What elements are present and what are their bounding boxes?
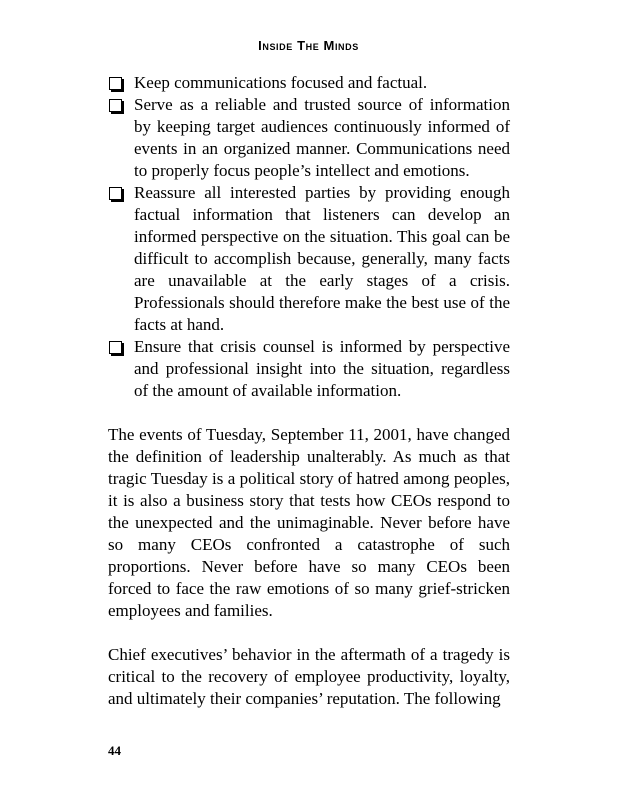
page-body (108, 72, 510, 710)
bullet-text: Keep communications focused and factual. (134, 73, 428, 92)
list-item (108, 182, 510, 336)
running-header: Inside The Minds (258, 38, 359, 53)
bullet-text: Reassure all interested parties by providing enough factual information that listeners can develop an informed perspective on the situation. This goal can be difficult to accomplish because, generally, many facts are unavailable at the early stages of a crisis. Professionals should therefore make the best use of the facts at hand. (134, 183, 510, 334)
page-number: 44 (108, 743, 121, 758)
bullet-list (108, 72, 510, 402)
list-item (108, 94, 510, 182)
bullet-text: Ensure that crisis counsel is informed by perspective and professional insight into the situation, regardless of the amount of available information. (134, 337, 510, 400)
body-paragraph: The events of Tuesday, September 11, 2001, have changed the definition of leadership unalterably. As much as that tragic Tuesday is a political story of hatred among peoples, it is also a business story that tests how CEOs respond to the unexpected and the unimaginable. Never before have so many CEOs confronted a catastrophe of such proportions. Never before have so many CEOs been forced to face the raw emotions of so many grief-stricken employees and families. (108, 425, 510, 620)
body-paragraph: Chief executives’ behavior in the aftermath of a tragedy is critical to the recovery of employee productivity, loyalty, and ultimately their companies’ reputation. The following (108, 645, 510, 708)
checkbox-bullet-icon (109, 99, 122, 112)
bullet-text: Serve as a reliable and trusted source of information by keeping target audiences continuously informed of events in an organized manner. Communications need to properly focus people’s intellect and emotions. (134, 95, 510, 180)
list-item (108, 336, 510, 402)
list-item (108, 72, 510, 94)
checkbox-bullet-icon (109, 187, 122, 200)
checkbox-bullet-icon (109, 77, 122, 90)
checkbox-bullet-icon (109, 341, 122, 354)
